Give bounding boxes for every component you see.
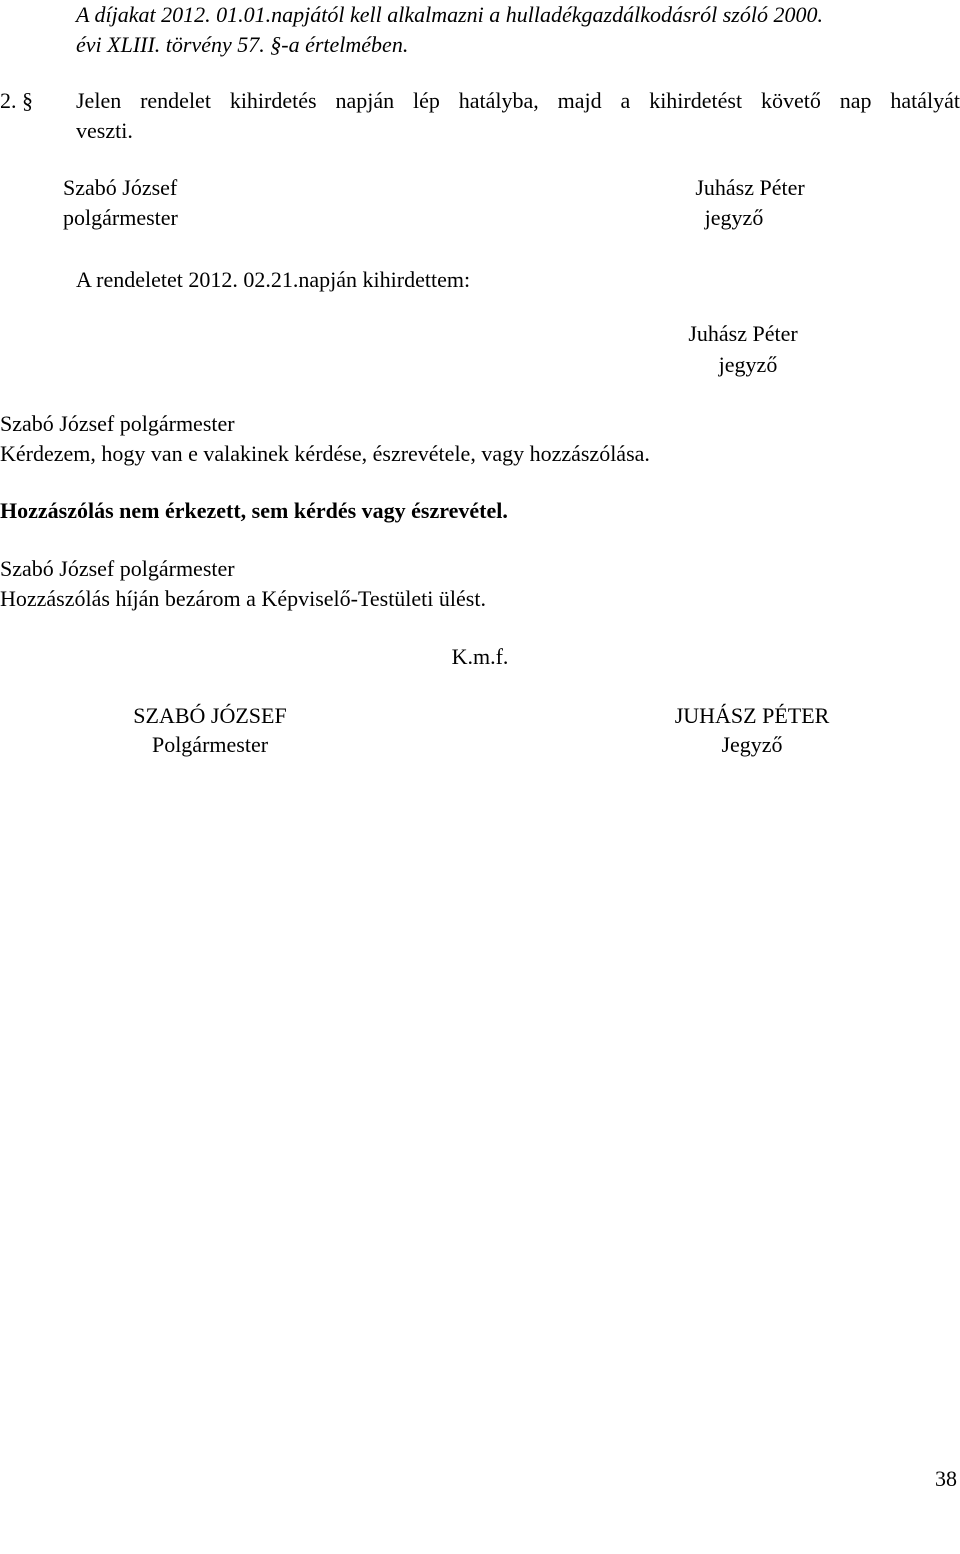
promulgation-signer-title: jegyző xyxy=(718,352,778,377)
speaker-2: Szabó József polgármester xyxy=(0,556,235,581)
speaker-1: Szabó József polgármester xyxy=(0,411,235,436)
promulgation-text: A rendeletet 2012. 02.21.napján kihirdettem: xyxy=(76,267,471,292)
speech-2: Hozzászólás híján bezárom a Képviselő-Testületi ülést. xyxy=(0,586,486,611)
fee-note-line-2: évi XLIII. törvény 57. §-a értelmében. xyxy=(76,32,409,57)
kmf-label: K.m.f. xyxy=(451,644,509,669)
page-number: 38 xyxy=(935,1466,957,1491)
clause-2-line-2: veszti. xyxy=(76,118,133,143)
closing-right-name: JUHÁSZ PÉTER xyxy=(674,703,830,728)
signatory-left-name: Szabó József xyxy=(63,175,178,200)
clause-2-number: 2. § xyxy=(0,88,33,113)
promulgation-signer-name: Juhász Péter xyxy=(688,321,798,346)
signatory-right-name: Juhász Péter xyxy=(695,175,805,200)
speech-1: Kérdezem, hogy van e valakinek kérdése, észrevétele, vagy hozzászólása. xyxy=(0,441,650,466)
signatory-right-title: jegyző xyxy=(704,205,764,230)
fee-note-line-1: A díjakat 2012. 01.01.napjától kell alkalmazni a hulladékgazdálkodásról szóló 2000. xyxy=(76,2,823,27)
no-comments-note: Hozzászólás nem érkezett, sem kérdés vagy észrevétel. xyxy=(0,498,508,523)
closing-right-title: Jegyző xyxy=(721,732,783,757)
clause-2-line-1: Jelen rendelet kihirdetés napján lép hatályba, majd a kihirdetést követő nap hatályát xyxy=(76,88,960,113)
closing-left-name: SZABÓ JÓZSEF xyxy=(133,703,287,728)
signatory-left-title: polgármester xyxy=(63,205,178,230)
closing-left-title: Polgármester xyxy=(151,732,269,757)
